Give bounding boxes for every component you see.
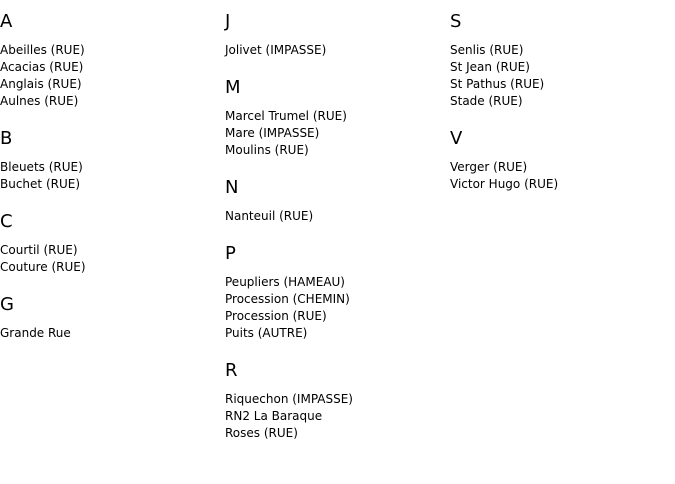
- street-item[interactable]: RN2 La Baraque: [225, 409, 323, 423]
- letter-group: [225, 178, 445, 225]
- letter-heading: J: [225, 11, 231, 32]
- letter-group: [225, 78, 445, 159]
- letter-heading: R: [225, 360, 238, 381]
- street-item[interactable]: Jolivet (IMPASSE): [225, 43, 327, 57]
- letter-heading: P: [225, 243, 236, 264]
- street-item[interactable]: Puits (AUTRE): [225, 326, 308, 340]
- street-item[interactable]: Couture (RUE): [0, 260, 86, 274]
- street-item[interactable]: Stade (RUE): [450, 94, 523, 108]
- street-item[interactable]: Procession (CHEMIN): [225, 292, 350, 306]
- street-item[interactable]: Bleuets (RUE): [0, 160, 83, 174]
- street-list: [0, 159, 220, 193]
- street-item[interactable]: St Jean (RUE): [450, 60, 530, 74]
- letter-group: [0, 129, 220, 193]
- street-item[interactable]: Aulnes (RUE): [0, 94, 79, 108]
- letter-group: [225, 361, 445, 442]
- letter-group: [0, 295, 220, 342]
- street-item[interactable]: Courtil (RUE): [0, 243, 78, 257]
- street-list: [225, 208, 445, 225]
- street-list: [0, 42, 220, 110]
- letter-group: [450, 129, 670, 193]
- street-item[interactable]: Grande Rue: [0, 326, 71, 340]
- street-item[interactable]: Acacias (RUE): [0, 60, 84, 74]
- street-index-column-1: [0, 12, 220, 361]
- street-list: [0, 242, 220, 276]
- street-list: [225, 274, 445, 342]
- letter-heading: V: [450, 128, 463, 149]
- street-list: [225, 391, 445, 442]
- street-index-column-2: [225, 12, 445, 461]
- street-item[interactable]: Procession (RUE): [225, 309, 327, 323]
- letter-heading: C: [0, 211, 13, 232]
- street-item[interactable]: Buchet (RUE): [0, 177, 81, 191]
- street-item[interactable]: Moulins (RUE): [225, 143, 309, 157]
- street-item[interactable]: Senlis (RUE): [450, 43, 524, 57]
- street-item[interactable]: Verger (RUE): [450, 160, 528, 174]
- street-item[interactable]: Anglais (RUE): [0, 77, 82, 91]
- street-item[interactable]: Peupliers (HAMEAU): [225, 275, 345, 289]
- street-list: [450, 159, 670, 193]
- letter-group: [0, 12, 220, 110]
- letter-heading: B: [0, 128, 13, 149]
- street-list: [225, 108, 445, 159]
- street-item[interactable]: Riquechon (IMPASSE): [225, 392, 353, 406]
- street-list: [450, 42, 670, 110]
- letter-heading: S: [450, 11, 462, 32]
- letter-group: [450, 12, 670, 110]
- street-list: [0, 325, 220, 342]
- street-item[interactable]: Roses (RUE): [225, 426, 298, 440]
- letter-group: [225, 244, 445, 342]
- street-index-column-3: [450, 12, 670, 212]
- street-item[interactable]: Victor Hugo (RUE): [450, 177, 559, 191]
- letter-group: [225, 12, 445, 59]
- street-item[interactable]: Nanteuil (RUE): [225, 209, 314, 223]
- street-list: [225, 42, 445, 59]
- street-item[interactable]: Marcel Trumel (RUE): [225, 109, 347, 123]
- letter-group: [0, 212, 220, 276]
- street-item[interactable]: Mare (IMPASSE): [225, 126, 320, 140]
- street-item[interactable]: Abeilles (RUE): [0, 43, 85, 57]
- street-item[interactable]: St Pathus (RUE): [450, 77, 545, 91]
- letter-heading: N: [225, 177, 239, 198]
- letter-heading: A: [0, 11, 13, 32]
- letter-heading: G: [0, 294, 14, 315]
- letter-heading: M: [225, 77, 241, 98]
